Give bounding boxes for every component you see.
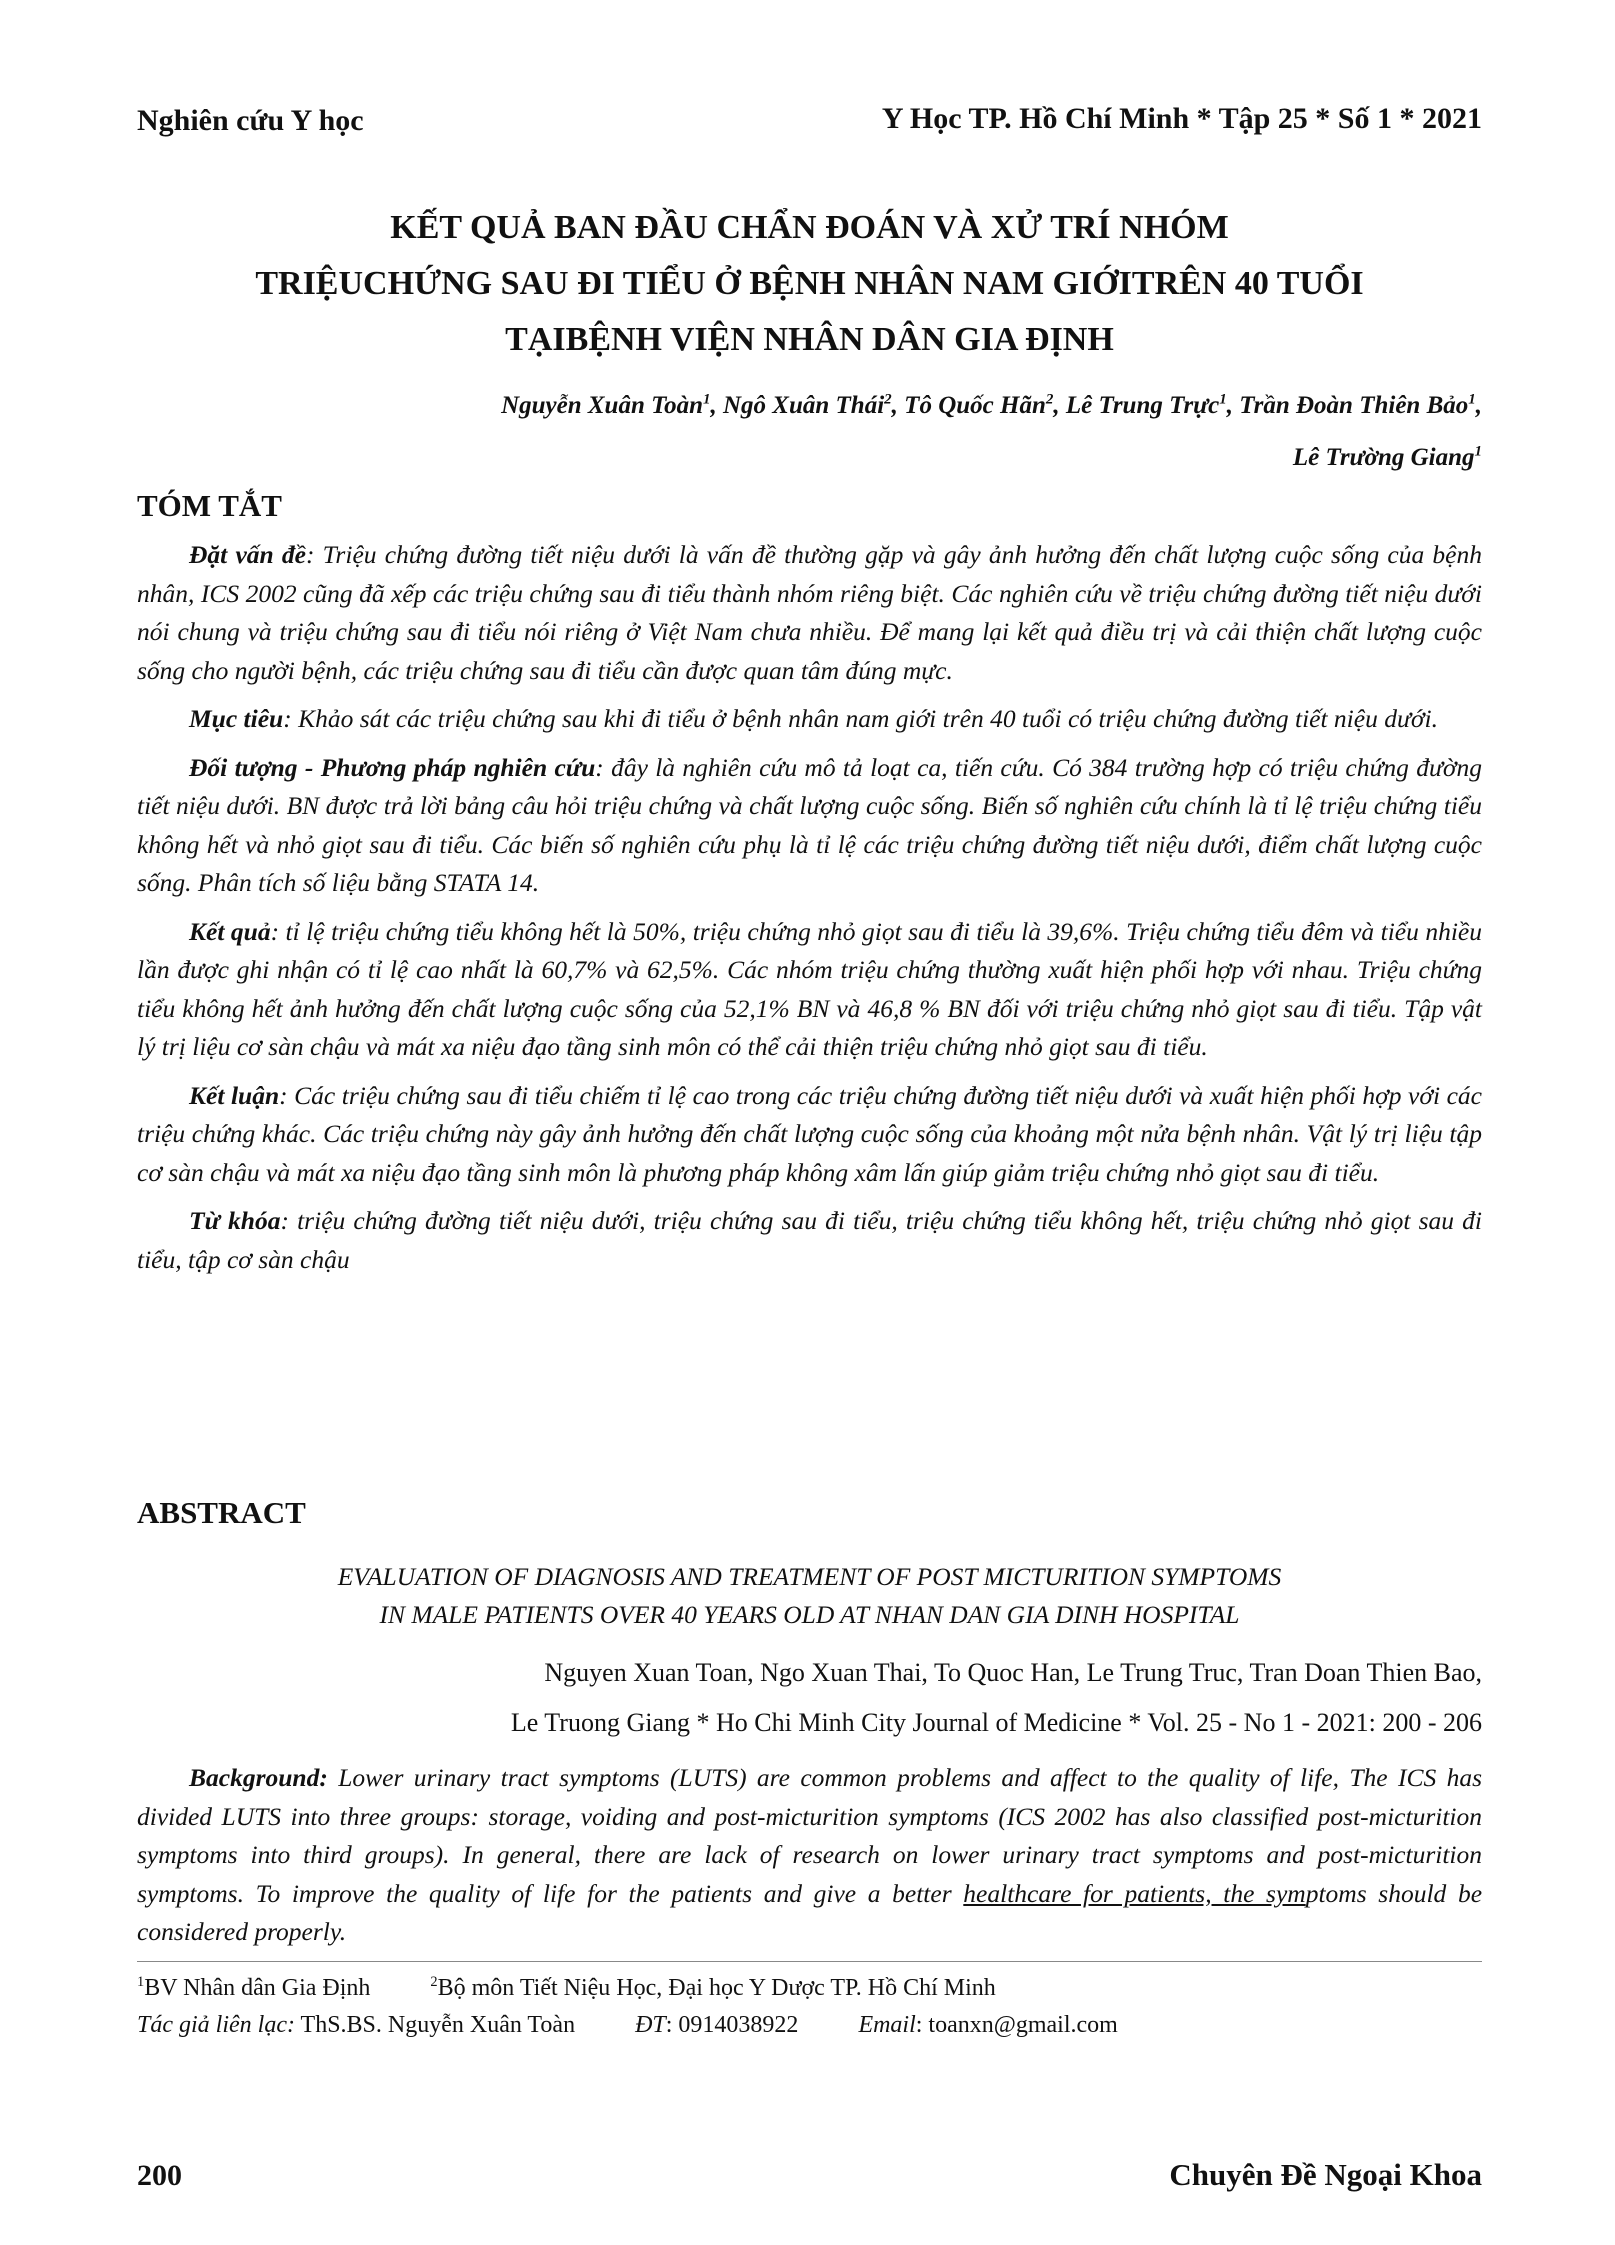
title-line-2: TRIỆUCHỨNG SAU ĐI TIỂU Ở BỆNH NHÂN NAM GIỚITRÊN 40 TUỔI [255,265,1364,302]
english-title [137,1558,1482,1634]
contact-footnote [137,2012,1482,2039]
english-title-line-1: EVALUATION OF DIAGNOSIS AND TREATMENT OF POST MICTURITION SYMPTOMS [337,1562,1282,1591]
author-name: Trần Đoàn Thiên Bảo [1239,392,1469,419]
article-title [137,200,1482,368]
english-citation [137,1648,1482,1748]
paragraph-label: Background: [189,1763,328,1792]
paragraph-text: : Các triệu chứng sau đi tiểu chiếm tỉ lệ cao trong các triệu chứng đường tiết niệu dưới và xuất hiện phối hợp với các triệu chứng khác. Các triệu chứng này gây ảnh hưởng đến chất lượng cuộc sống của khoảng một nửa bệnh nhân. Vật lý trị liệu tập cơ sàn chậu và mát xa niệu đạo tầng sinh môn là phương pháp không xâm lấn giúp giảm triệu chứng nhỏ giọt sau đi tiểu. [137,1080,1482,1187]
email-label: Email [858,2012,916,2038]
running-footer-right: Chuyên Đề Ngoại Khoa [1169,2157,1482,2192]
running-header-left: Nghiên cứu Y học [137,104,364,137]
affiliation-1: BV Nhân dân Gia Định [144,1975,371,2001]
methods-paragraph [137,749,1482,903]
title-line-1: KẾT QUẢ BAN ĐẦU CHẨN ĐOÁN VÀ XỬ TRÍ NHÓM [390,209,1229,246]
author-list [282,380,1482,484]
author-name: Tô Quốc Hãn [904,392,1046,419]
english-title-line-2: IN MALE PATIENTS OVER 40 YEARS OLD AT NHAN DAN GIA DINH HOSPITAL [379,1600,1240,1629]
abstract-heading: ABSTRACT [137,1495,306,1530]
phone-label: ĐT [635,2012,666,2038]
abstract-background-paragraph [137,1759,1482,1952]
affiliation-mark: 1 [1468,391,1476,408]
paragraph-label: Từ khóa [189,1206,281,1235]
results-paragraph [137,913,1482,1067]
affiliation-2: Bộ môn Tiết Niệu Học, Đại học Y Dược TP. Hồ Chí Minh [437,1975,996,2001]
page-number: 200 [137,2159,182,2192]
affiliation-mark: 1 [137,1974,145,1990]
paragraph-text: Lower urinary tract symptoms (LUTS) are common problems and affect to the quality of life, The ICS has divided LUTS into three groups: storage, voiding and post-micturition symptoms (ICS 2002 has also classified post-micturition symptoms into third groups). In general, there are lack of research on lower urinary tract symptoms and post-micturition symptoms. To improve the quality of life for the patients and give a better [137,1763,1482,1908]
title-line-3: TẠIBỆNH VIỆN NHÂN DÂN GIA ĐỊNH [505,321,1114,358]
paragraph-label: Kết quả [189,916,271,946]
phone-value: : 0914038922 [665,2012,799,2038]
affiliation-footnote [137,1975,1482,2002]
paragraph-text: : đây là nghiên cứu mô tả loạt ca, tiến cứu. Có 384 trường hợp có triệu chứng đường tiết niệu dưới. BN được trả lời bảng câu hỏi triệu chứng và chất lượng cuộc sống. Biến số nghiên cứu chính là tỉ lệ triệu chứng tiểu không hết và nhỏ giọt sau đi tiểu. Các biến số nghiên cứu phụ là tỉ lệ các triệu chứng đường tiết niệu dưới, điểm chất lượng cuộc sống. Phân tích số liệu bằng STATA 14. [137,752,1482,897]
summary-body [137,536,1482,1289]
affiliation-mark: 1 [1474,443,1482,460]
footnote-divider [137,1961,1482,1962]
paragraph-text: : tỉ lệ triệu chứng tiểu không hết là 50%, triệu chứng nhỏ giọt sau đi tiểu là 39,6%. Triệu chứng tiểu đêm và tiểu nhiều lần được ghi nhận có tỉ lệ cao nhất là 60,7% và 62,5%. Các nhóm triệu chứng thường xuất hiện phối hợp với nhau. Triệu chứng tiểu không hết ảnh hưởng đến chất lượng cuộc sống của 52,1% BN và 46,8 % BN đối với triệu chứng nhỏ giọt sau đi tiểu. Tập vật lý trị liệu cơ sàn chậu và mát xa niệu đạo tầng sinh môn có thể cải thiện triệu chứng nhỏ giọt sau đi tiểu. [137,916,1483,1061]
contact-name: ThS.BS. Nguyễn Xuân Toàn [294,2012,576,2038]
affiliation-mark: 2 [1045,391,1054,408]
keywords-paragraph [137,1202,1482,1279]
author-name: Lê Trung Trực [1065,392,1220,419]
citation-line-1: Nguyen Xuan Toan, Ngo Xuan Thai, To Quoc Han, Le Trung Truc, Tran Doan Thien Bao, [544,1658,1482,1687]
contact-label: Tác giả liên lạc: [137,2012,295,2038]
affiliation-mark: 1 [1219,391,1227,408]
email-value: : toanxn@gmail.com [915,2012,1118,2038]
paragraph-text: : triệu chứng đường tiết niệu dưới, triệu chứng sau đi tiểu, triệu chứng tiểu không hết, triệu chứng nhỏ giọt sau đi tiểu, tập cơ sàn chậu [137,1206,1482,1274]
underlined-text: healthcare for patients, the sym [963,1878,1306,1908]
affiliation-mark: 1 [703,391,711,408]
paragraph-label: Mục tiêu [189,704,284,733]
author-line-2 [282,432,1482,484]
paragraph-text: : Khảo sát các triệu chứng sau khi đi tiểu ở bệnh nhân nam giới trên 40 tuổi có triệu chứng đường tiết niệu dưới. [283,704,1438,733]
citation-line-2: Le Truong Giang * Ho Chi Minh City Journal of Medicine * Vol. 25 - No 1 - 2021: 200 - 206 [510,1708,1482,1737]
author-name: Ngô Xuân Thái [723,392,885,419]
summary-heading: TÓM TẮT [137,488,282,523]
author-line-1: Nguyễn Xuân Toàn$^1$, Ngô Xuân Thái$^2$, Tô Quốc Hãn$^2$, Lê Trung Trực$^1$, Trần Đoàn Thiên Bảo$^1$, [501,391,1482,419]
paragraph-label: Đối tượng - Phương pháp nghiên cứu [189,752,596,782]
objective-paragraph [137,700,1482,739]
paragraph-label: Đặt vấn đề [189,540,306,569]
abstract-body [137,1759,1482,1962]
running-header-right: Y Học TP. Hồ Chí Minh * Tập 25 * Số 1 * 2021 [881,102,1482,135]
paragraph-text: : Triệu chứng đường tiết niệu dưới là vấn đề thường gặp và gây ảnh hưởng đến chất lượng cuộc sống của bệnh nhân, ICS 2002 cũng đã xếp các triệu chứng sau đi tiểu thành nhóm riêng biệt. Các nghiên cứu về triệu chứng đường tiết niệu dưới nói chung và triệu chứng sau đi tiểu nói riêng ở Việt Nam chưa nhiều. Để mang lại kết quả điều trị và cải thiện chất lượng cuộc sống cho người bệnh, các triệu chứng sau đi tiểu cần được quan tâm đúng mực. [137,540,1482,685]
conclusion-paragraph [137,1077,1482,1193]
background-paragraph [137,536,1482,690]
affiliation-mark: 2 [430,1974,438,1990]
paragraph-text-tail: ptoms should be considered properly. [137,1878,1483,1946]
author-name: Nguyễn Xuân Toàn [501,392,703,419]
author-name: Lê Trường Giang [1292,444,1475,471]
affiliation-mark: 2 [884,391,892,408]
paragraph-label: Kết luận [189,1080,280,1110]
